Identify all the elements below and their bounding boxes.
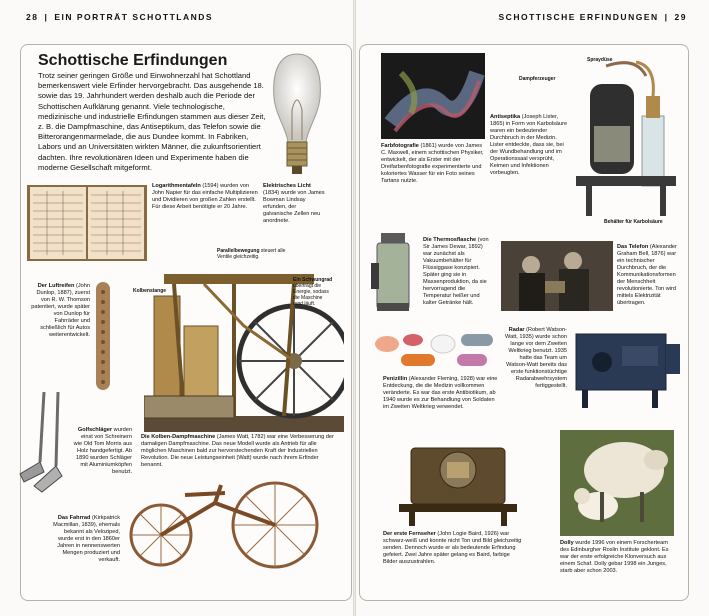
telephone-photo: [501, 241, 613, 311]
antiseptic-caption: Antiseptika (Joseph Lister, 1865) in Form von Karbolsäure waren ein bedeutender Durchbruch in der Medizin. Lister entdeckte, dass sie, bei der Wundbehandlung und im Operationssaal versprüht, Keimen und Infektionen vorbeugten.: [490, 114, 568, 176]
golf-clubs-image: [14, 392, 78, 496]
piston-rod-label: Kolbenstange: [133, 288, 167, 294]
logarithm-book-image: [27, 181, 147, 263]
television-caption: Der erste Fernseher (John Logie Baird, 1926) war schwarz-weiß und konnte nicht Ton und Bild gleichzeitig senden. Dennoch wurde er als bedeutende Erfindung gefeiert. Zwei Jahre später gelang es Baird, farbige Bilder auszustrahlen.: [383, 531, 522, 565]
penicillin-caption: Penizillin (Alexander Fleming, 1928) war eine Entdeckung, die die Medizin vollkommen veränderte. Es war das erste Antibiotikum, ab 1940 wurde es zur Behandlung von Soldaten im Zweiten Weltkrieg verwendet.: [383, 376, 498, 410]
flywheel-label: Ein Schwungrad überträgt die Energie, sodass die Maschine rund läuft.: [293, 277, 333, 307]
radar-caption: Radar (Robert Watson-Watt, 1935) wurde schon lange vor dem Zweiten Weltkrieg benutzt. 1935 hatte das Team um Watson-Watt bereits das erste funktionstüchtige Radarabwehrsystem fertiggestellt.: [505, 327, 567, 389]
tyre-caption: Der Luftreifen (John Dunlop, 1887), zuerst von R. W. Thomson patentiert, wurde später von Dunlop für Fahrräder und schließlich für Autos weiterentwickelt.: [31, 283, 90, 338]
page-title: Schottische Erfindungen: [38, 52, 228, 69]
light-caption: Elektrisches Licht (1834) wurde von James Bowman Lindsay erfunden, der galvanische Zellen neu anordnete.: [263, 183, 325, 224]
penicillin-pills-image: [373, 326, 497, 374]
carbolic-container-label: Behälter für Karbolsäure: [604, 219, 663, 225]
dolly-caption: Dolly wurde 1996 von einem Forscherteam des Edinburgher Roslin Institute geklont. Es war der erste erfolgreiche Klonversuch aus einem Schaf. Dolly gebar 1998 ein Junges, starb aber schon 2003.: [560, 540, 669, 574]
steam-engine-caption: Die Kolben-Dampfmaschine (James Watt, 1782) war eine Verbesserung der damaligen Dampfmaschine. Das neue Modell wurde als Antrieb für alle möglichen Maschinen bald zur hervorstechenden Kraft der Industriellen Revolution. Die neue Leistungseinheit (Watt) wurde nach ihrem Erfinder benannt.: [141, 434, 334, 468]
spray-nozzle-label: Spraydüse: [587, 57, 613, 63]
bicycle-caption: Das Fahrrad (Kirkpatrick Macmillan, 1839), ehemals bekannt als Veloziped, wurde erst in den 1860er Jahren in nennenswerten Mengen produziert und verkauft.: [53, 515, 120, 563]
tyre-image: [94, 282, 112, 390]
right-header-title: SCHOTTISCHE ERFINDUNGEN: [498, 12, 659, 22]
baird-television-image: [395, 428, 521, 528]
light-bulb-image: [268, 50, 326, 180]
logarithm-caption: Logarithmentafeln (1594) wurden von John Napier für das einfache Multiplizieren und Dividieren von großen Zahlen erstellt. Für diese Arbeit benötigte er 20 Jahre.: [152, 183, 258, 210]
intro-paragraph: Trotz seiner geringen Größe und Einwohnerzahl hat Schottland bemerkenswert viele Erfinder hervorgebracht. Das ausgehende 18. sowie das 19. Jahrhundert werden deshalb auch die Periode der Schottischen Aufklärung genannt. Viele technologische, medizinische und industrielle Erfindungen stammen aus dieser Zeit, z. B. die Dampfmaschine, das Antiseptikum, das Telefon sowie die Bitterorangenmarmelade, die aus Dundee kommt. In Fabriken, Labors und an Universitäten wirkten Männer, die zukunftsorientiert dachten. Ihre revolutionären Ideen und Experimente haben die moderne Gesellschaft mitgeformt.: [38, 71, 266, 172]
steam-generator-label: Dampferzeuger: [519, 76, 556, 82]
radar-device-image: [572, 330, 682, 410]
left-page-number: 28: [26, 12, 39, 22]
left-running-header: 28 | EIN PORTRÄT SCHOTTLANDS: [26, 12, 214, 22]
parallel-motion-label: Parallelbewegung steuert alle Ventile gleichzeitig.: [217, 248, 286, 260]
right-page-number: 29: [674, 12, 687, 22]
antiseptic-sprayer-image: [576, 56, 676, 216]
dolly-sheep-photo: [560, 430, 674, 536]
tartan-ribbon-photo: [381, 53, 485, 139]
right-running-header: SCHOTTISCHE ERFINDUNGEN | 29: [498, 12, 687, 22]
thermos-image: [371, 233, 417, 313]
telephone-caption: Das Telefon (Alexander Graham Bell, 1876) war ein technischer Durchbruch, der die Kommunikationsformen der Menschheit revolutionierte. Ton wird mittels Elektrizität übertragen.: [617, 244, 677, 306]
bicycle-image: [125, 473, 325, 569]
thermos-caption: Die Thermosflasche (von Sir James Dewar, 1892) war zunächst als Vakuumbehälter für Flüssiggase konzipiert. Später ging sie in Massenproduktion, da sie hervorragend die Temperatur heißer und kalter Getränke hält.: [423, 237, 489, 306]
book-spine: [353, 0, 356, 616]
left-header-title: EIN PORTRÄT SCHOTTLANDS: [54, 12, 214, 22]
golf-caption: Golfschläger wurden einst von Schreinern wie Old Tom Morris aus Holz handgefertigt. Ab 1890 wurden Schläger mit Aluminiumköpfen benutzt.: [73, 427, 132, 475]
photo-caption: Farbfotografie (1861) wurde von James C. Maxwell, einem schottischen Physiker, entwickelt, der als Erster mit der Dreifarbenfotografie experimentierte und koloriertes Wasser für ein Foto seines Tartans nutzte.: [381, 143, 484, 184]
